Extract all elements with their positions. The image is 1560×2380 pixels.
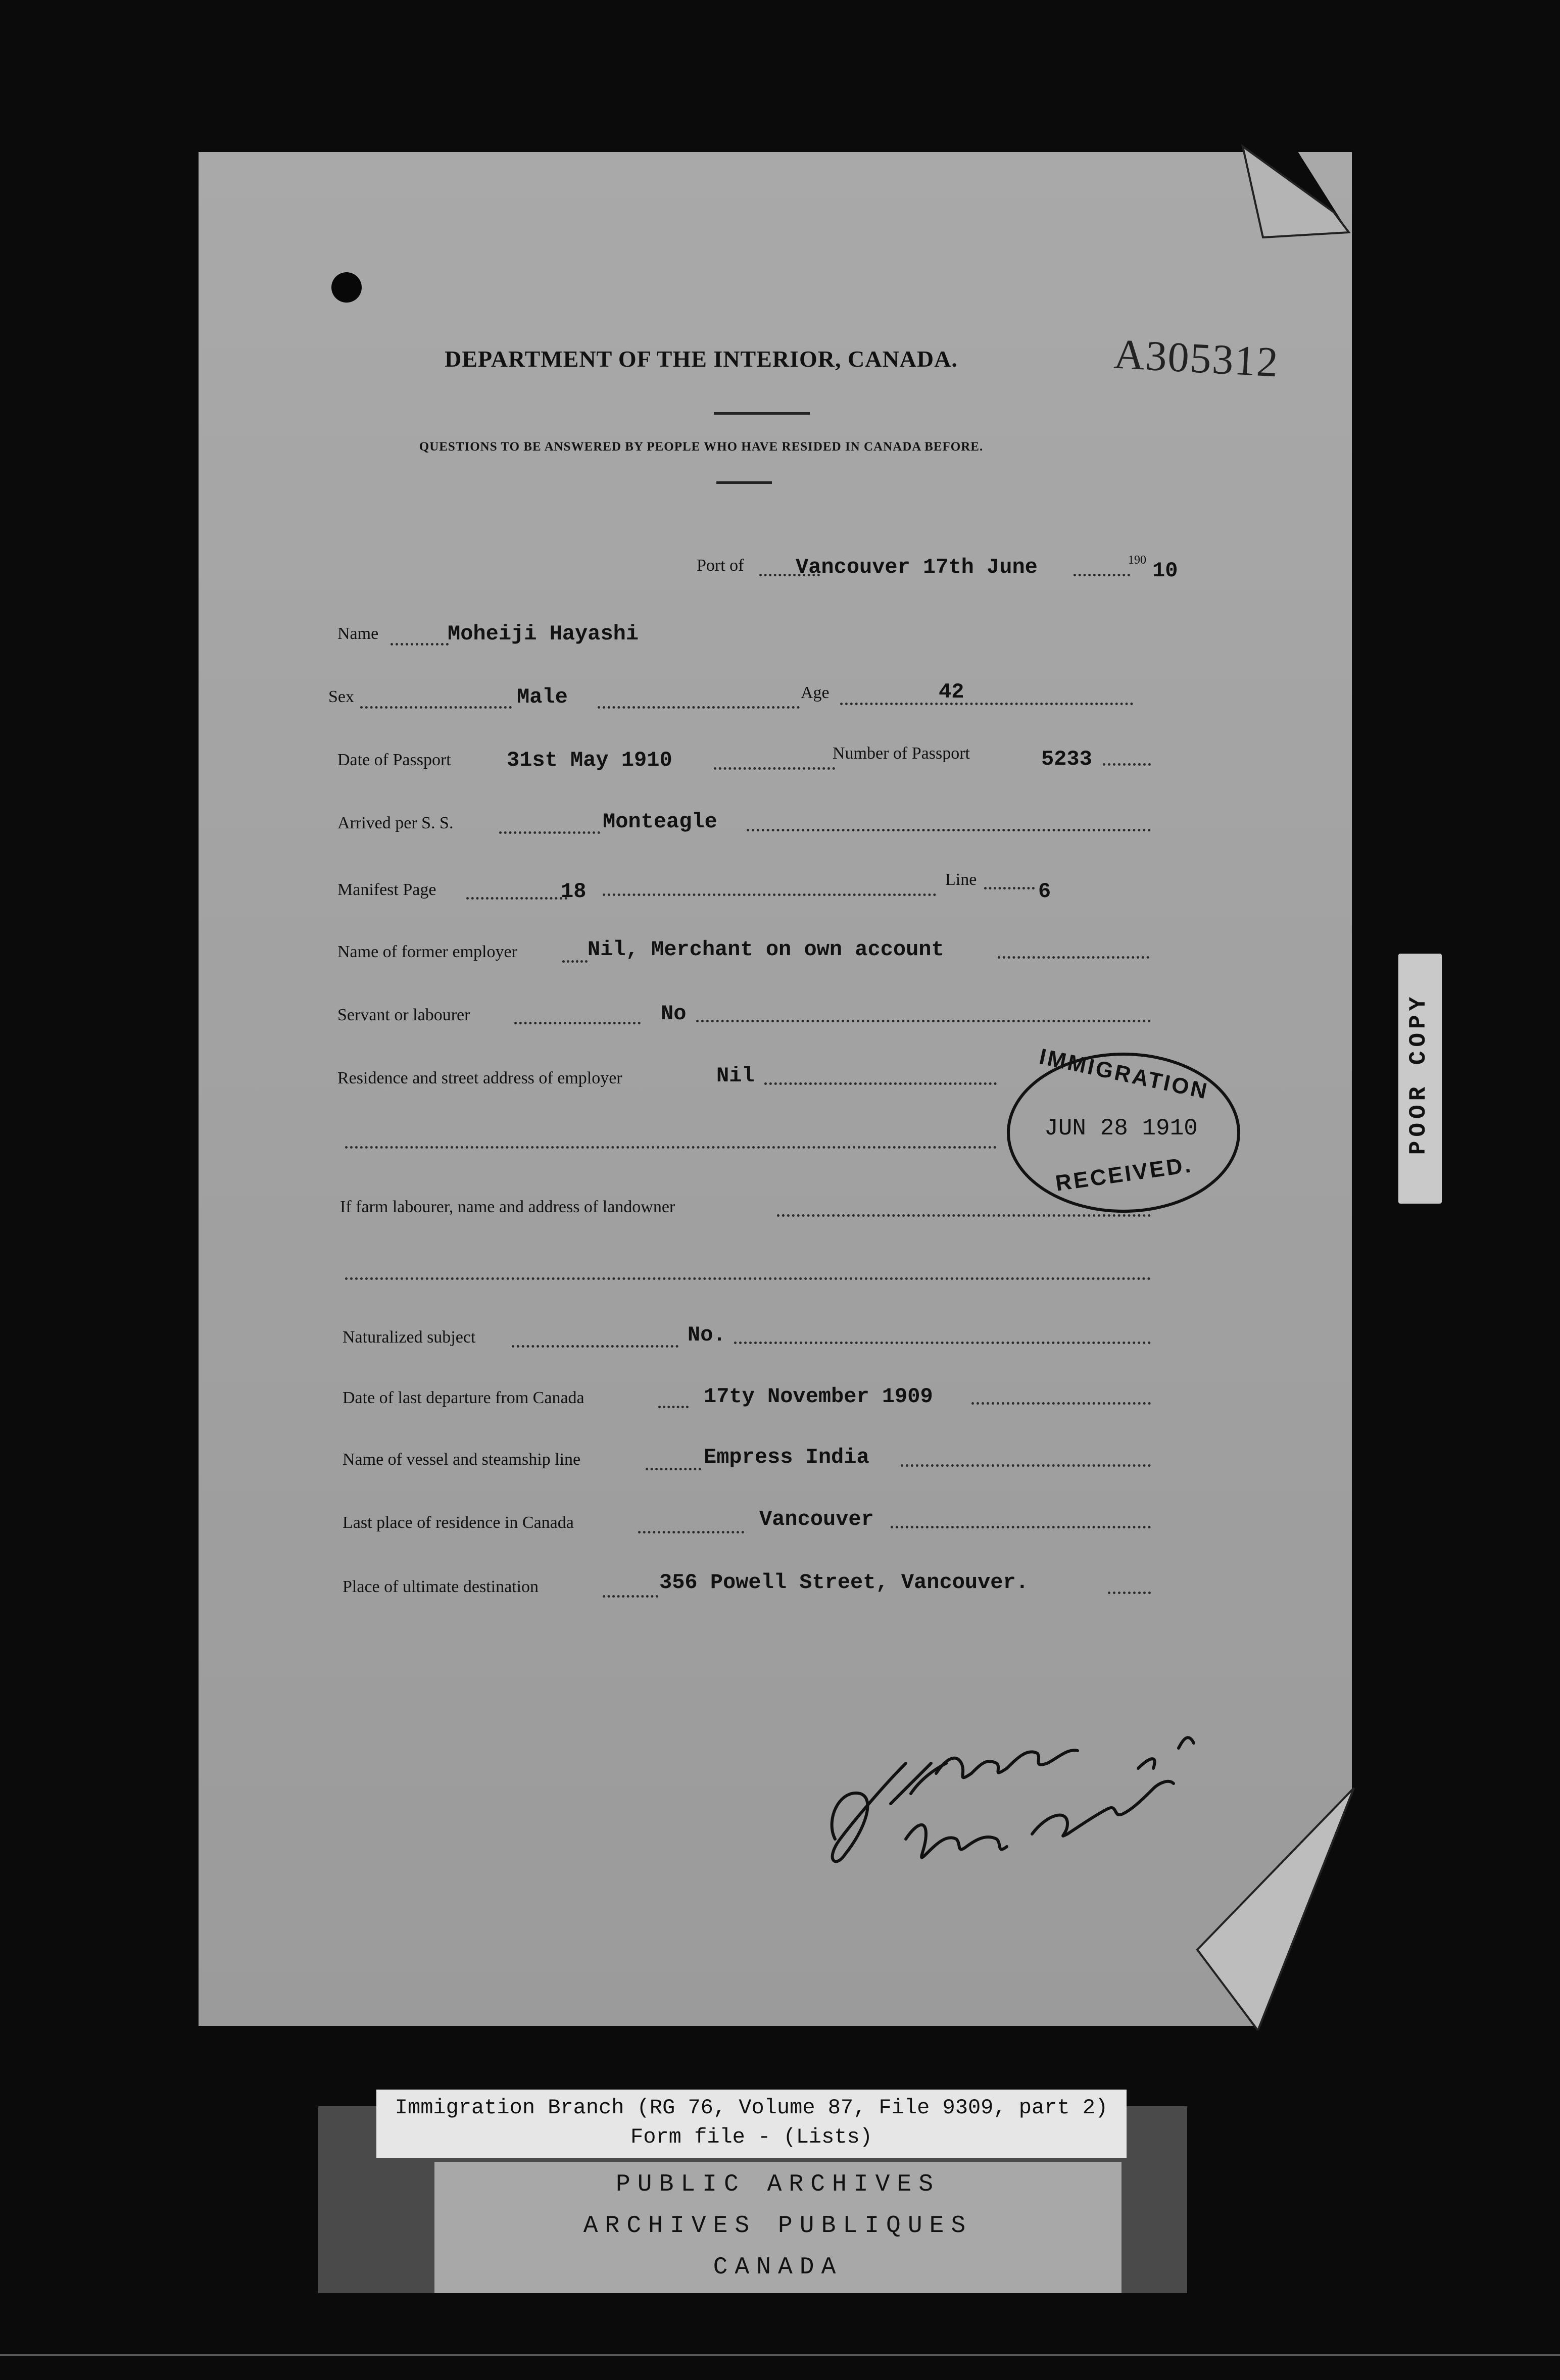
stamp-bottom-text: RECEIVED. — [1054, 1152, 1194, 1196]
dot-leader — [734, 1342, 1151, 1344]
passport-date-value: 31st May 1910 — [507, 748, 672, 772]
last-departure-label: Date of last departure from Canada — [343, 1389, 584, 1407]
arrived-per-label: Arrived per S. S. — [337, 814, 454, 832]
subheading: QUESTIONS TO BE ANSWERED BY PEOPLE WHO HAVE RESIDED IN CANADA BEFORE. — [419, 440, 984, 454]
sex-label: Sex — [328, 687, 354, 706]
dot-leader — [345, 1277, 1151, 1280]
port-label: Port of — [697, 556, 744, 575]
dot-leader — [562, 960, 588, 963]
dot-leader — [764, 1082, 997, 1085]
arrived-per-value: Monteagle — [603, 810, 717, 834]
form-sheet — [199, 152, 1352, 2026]
employer-address-value: Nil — [716, 1064, 755, 1088]
dot-leader — [514, 1022, 641, 1024]
dot-leader — [391, 643, 449, 646]
archives-line-3: CANADA — [713, 2254, 843, 2281]
destination-label: Place of ultimate destination — [343, 1577, 539, 1596]
poor-copy-text: POOR COPY — [1405, 993, 1432, 1155]
passport-number-value: 5233 — [1041, 747, 1092, 771]
caption-line-1: Immigration Branch (RG 76, Volume 87, File 9309, part 2) — [395, 2096, 1108, 2120]
heading-rule-top — [714, 412, 810, 415]
dot-leader — [696, 1020, 1151, 1022]
port-value: Vancouver 17th June — [796, 555, 1038, 579]
dot-leader — [901, 1464, 1151, 1467]
employer-address-label: Residence and street address of employer — [337, 1069, 622, 1087]
year-suffix: 10 — [1152, 559, 1178, 583]
film-edge-rule — [0, 2354, 1560, 2356]
dot-leader — [1108, 1592, 1151, 1594]
dot-leader — [360, 706, 512, 709]
caption-line-2: Form file - (Lists) — [630, 2125, 872, 2149]
dot-leader — [658, 1406, 689, 1408]
dot-leader — [998, 956, 1149, 959]
year-prefix: 190 — [1128, 554, 1146, 567]
destination-value: 356 Powell Street, Vancouver. — [659, 1570, 1029, 1595]
name-label: Name — [337, 624, 379, 643]
dot-leader — [714, 767, 835, 770]
farm-labourer-label: If farm labourer, name and address of landowner — [340, 1198, 675, 1216]
dot-leader — [598, 706, 800, 709]
manifest-page-label: Manifest Page — [337, 880, 436, 899]
line-value: 6 — [1038, 879, 1051, 904]
dot-leader — [971, 1402, 1151, 1405]
archive-caption — [376, 2090, 1127, 2158]
servant-value: No — [661, 1002, 687, 1026]
dot-leader — [499, 831, 600, 834]
immigration-received-stamp — [1007, 1044, 1240, 1213]
dot-leader — [345, 1146, 997, 1149]
stamp-date: JUN 28 1910 — [1044, 1115, 1198, 1142]
sex-value: Male — [517, 685, 568, 709]
last-residence-label: Last place of residence in Canada — [343, 1513, 574, 1532]
dot-leader — [512, 1345, 678, 1348]
vessel-label: Name of vessel and steamship line — [343, 1450, 581, 1469]
line-label: Line — [945, 870, 977, 889]
age-label: Age — [801, 683, 830, 702]
archives-line-2: ARCHIVES PUBLIQUES — [583, 2212, 973, 2240]
dot-leader — [466, 897, 567, 900]
poor-copy-tag — [1398, 954, 1442, 1204]
dot-leader — [646, 1468, 701, 1470]
dot-leader — [840, 703, 1133, 705]
former-employer-label: Name of former employer — [337, 943, 517, 961]
former-employer-value: Nil, Merchant on own account — [588, 937, 944, 962]
dot-leader — [638, 1531, 744, 1533]
department-heading: DEPARTMENT OF THE INTERIOR, CANADA. — [445, 346, 958, 372]
corner-fold-top — [1212, 136, 1364, 268]
corner-fold-bottom — [1182, 1778, 1364, 2030]
servant-label: Servant or labourer — [337, 1006, 470, 1024]
dot-leader — [891, 1526, 1151, 1528]
last-departure-value: 17ty November 1909 — [704, 1384, 933, 1409]
name-value: Moheiji Hayashi — [448, 622, 639, 646]
vessel-value: Empress India — [704, 1445, 869, 1469]
punch-hole — [331, 272, 362, 303]
stamp-top-text: IMMIGRATION — [1037, 1044, 1211, 1104]
passport-date-label: Date of Passport — [337, 751, 451, 769]
manifest-page-value: 18 — [561, 879, 587, 904]
dot-leader — [603, 894, 936, 896]
serial-number: A305312 — [1112, 330, 1280, 386]
last-residence-value: Vancouver — [759, 1507, 874, 1531]
age-value: 42 — [939, 680, 964, 704]
public-archives-label — [434, 2162, 1122, 2293]
naturalized-value: No. — [688, 1323, 726, 1347]
dot-leader — [747, 829, 1151, 831]
archives-line-1: PUBLIC ARCHIVES — [615, 2171, 941, 2198]
dot-leader — [603, 1595, 658, 1598]
naturalized-label: Naturalized subject — [343, 1328, 476, 1347]
dot-leader — [1103, 763, 1151, 766]
passport-number-label: Number of Passport — [833, 744, 970, 763]
dot-leader — [777, 1214, 1151, 1217]
dot-leader — [1074, 574, 1130, 576]
dot-leader — [984, 887, 1035, 889]
heading-rule-bottom — [716, 481, 772, 484]
